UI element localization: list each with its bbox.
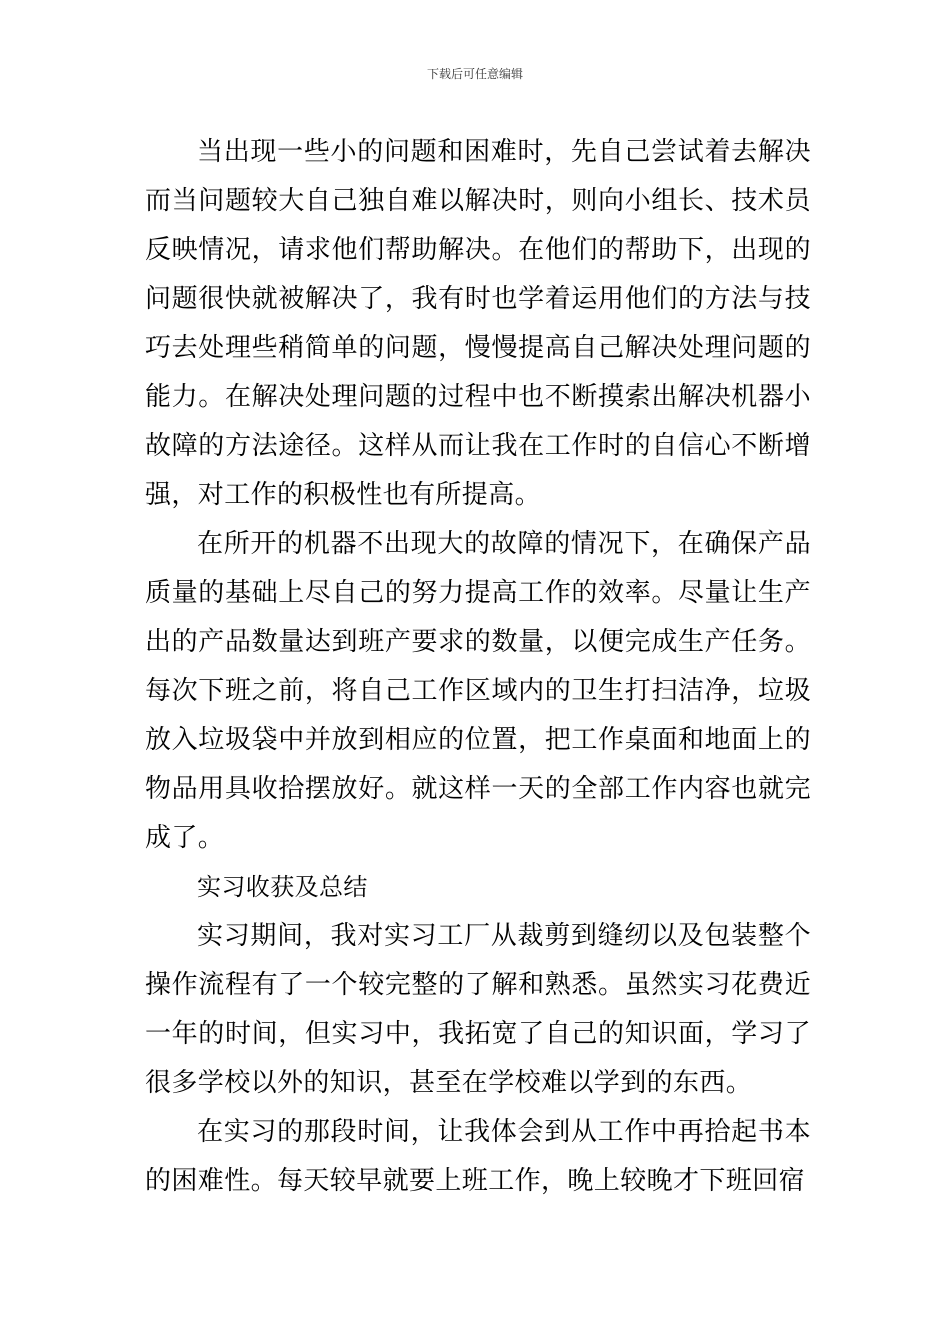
- paragraph-daily-work: 在所开的机器不出现大的故障的情况下，在确保产品质量的基础上尽自己的努力提高工作的效率。尽量让生产出的产品数量达到班产要求的数量，以便完成生产任务。每次下班之前，将自己工作区域内的卫生打扫洁净，垃圾放入垃圾袋中并放到相应的位置，把工作桌面和地面上的物品用具收拾摆放好。就这样一天的全部工作内容也就完成了。: [145, 529, 811, 853]
- paragraph-problem-solving: 当出现一些小的问题和困难时，先自己尝试着去解决而当问题较大自己独自难以解决时，则向小组长、技术员反映情况，请求他们帮助解决。在他们的帮助下，出现的问题很快就被解决了，我有时也学着运用他们的方法与技巧去处理些稍简单的问题，慢慢提高自己解决处理问题的能力。在解决处理问题的过程中也不断摸索出解决机器小故障的方法途径。这样从而让我在工作时的自信心不断增强，对工作的积极性也有所提高。: [145, 137, 811, 510]
- paragraph-internship-experience: 在实习的那段时间，让我体会到从工作中再拾起书本的困难性。每天较早就要上班工作，晚上较晚才下班回宿: [145, 1117, 811, 1196]
- document-body: [145, 128, 811, 1206]
- paragraph-internship-gains: 实习期间，我对实习工厂从裁剪到缝纫以及包装整个操作流程有了一个较完整的了解和熟悉。虽然实习花费近一年的时间，但实习中，我拓宽了自己的知识面，学习了很多学校以外的知识，甚至在学校难以学到的东西。: [145, 921, 811, 1098]
- section-heading: 实习收获及总结: [197, 873, 368, 901]
- header-note: 下载后可任意编辑: [426, 67, 523, 81]
